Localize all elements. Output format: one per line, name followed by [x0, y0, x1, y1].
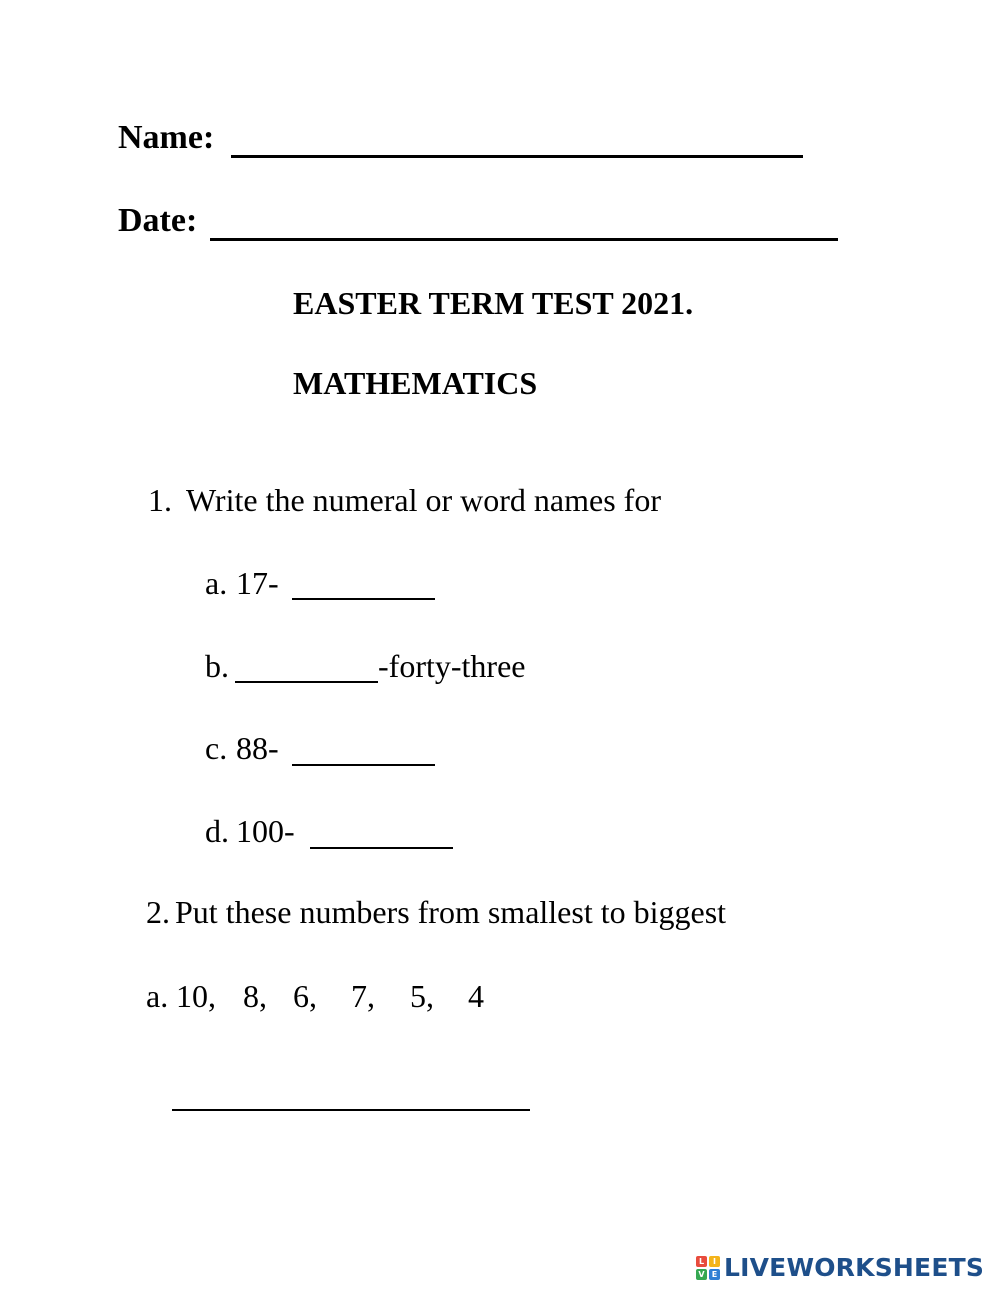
question-1-number: 1.: [148, 482, 172, 518]
q1-item-a-answer-line[interactable]: [292, 598, 435, 600]
q1-item-c-prefix: 88-: [236, 730, 279, 766]
q1-item-d-prefix: 100-: [236, 813, 295, 849]
date-answer-line[interactable]: [210, 238, 838, 241]
q2-answer-line[interactable]: [172, 1109, 530, 1111]
logo-block-l: L: [696, 1256, 707, 1267]
q1-item-c-answer-line[interactable]: [292, 764, 435, 766]
q1-item-b-answer-line[interactable]: [235, 681, 378, 683]
q1-item-d-letter: d.: [205, 813, 229, 849]
question-1-text: Write the numeral or word names for: [186, 482, 661, 518]
logo-block-i: I: [709, 1256, 720, 1267]
question-2-text: Put these numbers from smallest to biggest: [175, 894, 727, 930]
date-label: Date:: [118, 202, 198, 239]
test-title: EASTER TERM TEST 2021.: [293, 285, 694, 321]
name-answer-line[interactable]: [231, 155, 803, 158]
q1-item-b-suffix: -forty-three: [378, 648, 526, 684]
name-label: Name:: [118, 119, 215, 156]
logo-text: LIVEWORKSHEETS: [724, 1253, 985, 1282]
q2-number-6: 4: [468, 978, 484, 1014]
q1-item-d-answer-line[interactable]: [310, 847, 453, 849]
q2-number-2: 8,: [243, 978, 267, 1014]
subject-title: MATHEMATICS: [293, 365, 538, 401]
q1-item-b-letter: b.: [205, 648, 229, 684]
q2-number-4: 7,: [351, 978, 375, 1014]
q2-number-3: 6,: [293, 978, 317, 1014]
q2-item-a-letter: a.: [146, 978, 169, 1014]
q1-item-a-prefix: 17-: [236, 565, 279, 601]
q1-item-a-letter: a.: [205, 565, 228, 601]
q1-item-c-letter: c.: [205, 730, 228, 766]
liveworksheets-logo: [696, 1253, 984, 1283]
q2-number-1: 10,: [176, 978, 216, 1014]
question-2-number: 2.: [146, 894, 170, 930]
logo-block-e: E: [709, 1269, 720, 1280]
q2-number-5: 5,: [410, 978, 434, 1014]
logo-blocks-icon: [696, 1256, 720, 1280]
logo-block-v: V: [696, 1269, 707, 1280]
